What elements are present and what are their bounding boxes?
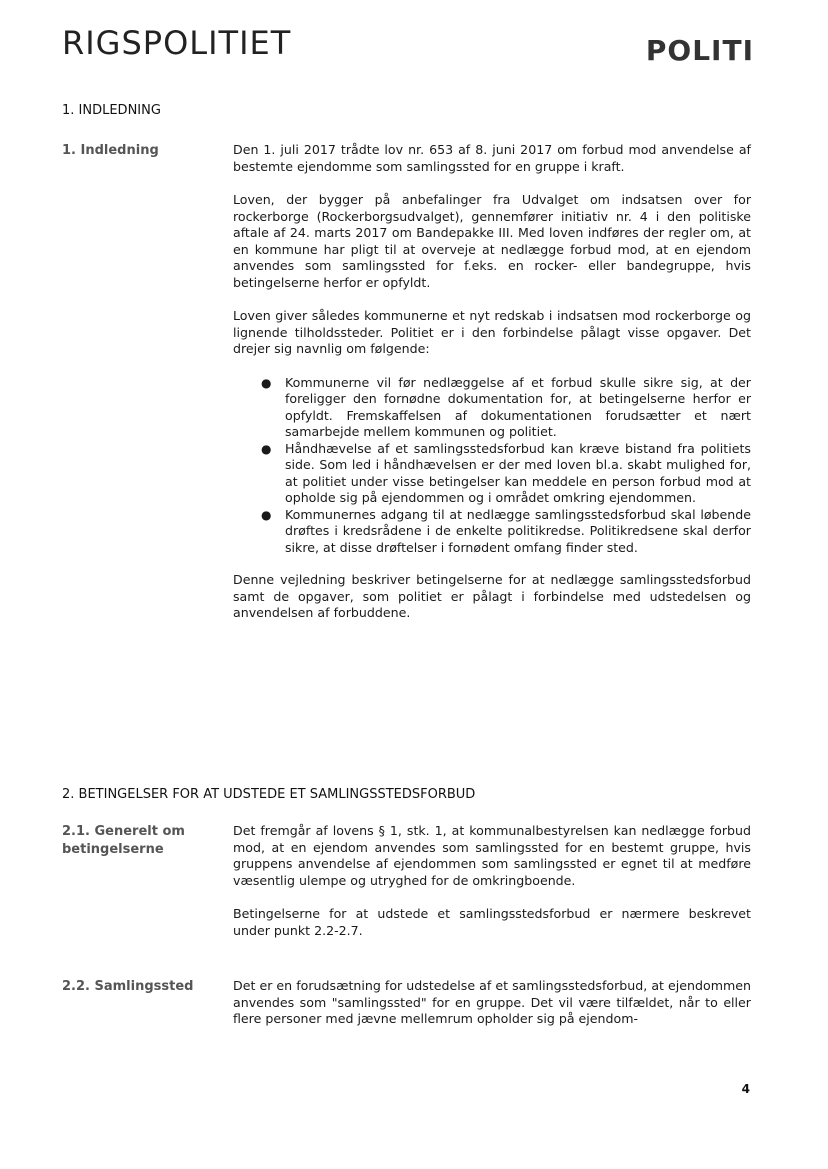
politi-logo: POLITI — [645, 34, 754, 67]
section-2-2-body — [233, 978, 751, 1045]
paragraph: Det fremgår af lovens § 1, stk. 1, at kommunalbestyrelsen kan nedlægge forbud mod, at en ejendom anvendes som samlingssted for en bestemt gruppe, hvis gruppens anvendelse af ejendommen som samlingssted er egnet til at medføre væsentlig ulempe og utryghed for de omkringboende. — [233, 823, 751, 888]
list-item-text: Kommunerne vil før nedlæggelse af et forbud skulle sikre sig, at der foreligger den fornødne dokumentation for, at betingelserne herfor er opfyldt. Fremskaffelsen af dokumentationen forudsætter et nært samarbejde mellem kommunen og politiet. — [285, 374, 751, 439]
list-item-text: Håndhævelse af et samlingsstedsforbud kan kræve bistand fra politiets side. Som led i håndhævelsen er der med loven bl.a. skabt mulighed for, at politiet under visse betingelser kan meddele en person forbud mod at opholde sig på ejendommen og i området omkring ejendommen. — [285, 440, 751, 505]
paragraph: Loven giver således kommunerne et nyt redskab i indsatsen mod rockerborge og lignende tilholdssteder. Politiet er i den forbindelse pålagt visse opgaver. Det drejer sig navnlig om følgende: — [233, 308, 751, 356]
paragraph: Den 1. juli 2017 trådte lov nr. 653 af 8. juni 2017 om forbud mod anvendelse af bestemte ejendomme som samlingssted for en gruppe i kraft. — [233, 142, 751, 174]
paragraph: Denne vejledning beskriver betingelserne for at nedlægge samlingsstedsforbud samt de opgaver, som politiet er pålagt i forbindelse med udstedelsen og anvendelsen af forbuddene. — [233, 572, 751, 620]
section-1-body — [233, 142, 751, 639]
list-item — [261, 374, 751, 441]
bullet-icon: ● — [261, 507, 272, 522]
list-item — [261, 440, 751, 507]
bullet-list — [233, 375, 751, 557]
section-1-side-label: 1. Indledning — [62, 143, 159, 158]
section-2-1-side-label: 2.1. Generelt om betingelserne — [62, 824, 185, 857]
bullet-icon: ● — [261, 375, 272, 390]
paragraph: Det er en forudsætning for udstedelse af et samlingsstedsforbud, at ejendommen anvendes som "samlingssted" for en gruppe. Det vil være tilfældet, når to eller flere personer med jævne mellemrum opholder sig på ejendom- — [233, 978, 751, 1026]
section-2-heading: 2. BETINGELSER FOR AT UDSTEDE ET SAMLINGSSTEDSFORBUD — [62, 787, 476, 802]
section-1-heading: 1. INDLEDNING — [62, 103, 161, 118]
list-item — [261, 506, 751, 557]
paragraph: Betingelserne for at udstede et samlingsstedsforbud er nærmere beskrevet under punkt 2.2-2.7. — [233, 906, 751, 938]
page-number: 4 — [741, 1082, 750, 1096]
section-2-2-side-label: 2.2. Samlingssted — [62, 979, 194, 994]
bullet-icon: ● — [261, 441, 272, 456]
section-2-1-body — [233, 823, 751, 956]
document-header-title: RIGSPOLITIET — [62, 24, 292, 62]
list-item-text: Kommunernes adgang til at nedlægge samlingsstedsforbud skal løbende drøftes i kredsrådene i de enkelte politikredse. Politikredsene skal derfor sikre, at disse drøftelser i fornødent omfang finder sted. — [285, 506, 751, 555]
paragraph: Loven, der bygger på anbefalinger fra Udvalget om indsatsen over for rockerborge (Rockerborgsudvalget), gennemfører initiativ nr. 4 i den politiske aftale af 24. marts 2017 om Bandepakke III. Med loven indføres der regler om, at en kommune har pligt til at overveje at nedlægge forbud mod, at en ejendom anvendes som samlingssted for f.eks. en rocker- eller bandegruppe, hvis betingelserne herfor er opfyldt. — [233, 192, 751, 290]
